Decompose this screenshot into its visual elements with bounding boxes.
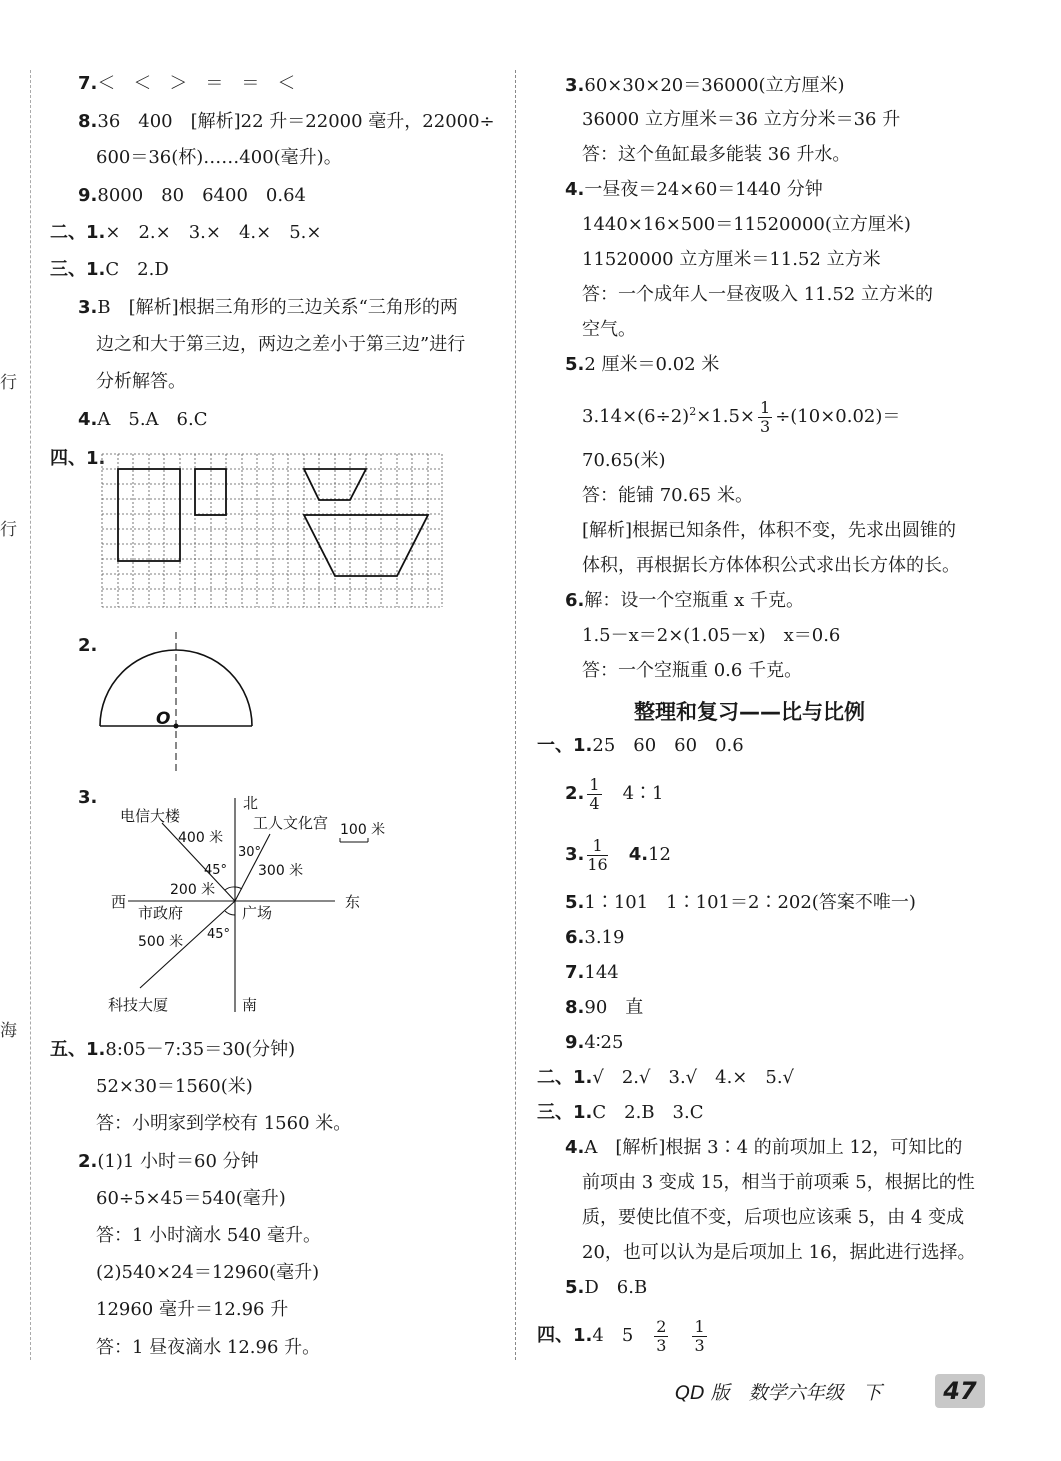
answer-line: [解析]根据已知条件，体积不变，先求出圆锥的 (582, 520, 957, 541)
fraction: $\frac{2}{3}$ (656, 1316, 667, 1355)
cityhall-label: 市政府 (138, 904, 184, 922)
answer-line: 答：能铺 70.65 米。 (582, 485, 753, 506)
fraction: $\frac{1}{3}$ (760, 397, 771, 436)
answer-line: 12960 毫升＝12.96 升 (96, 1299, 289, 1320)
compass-map (100, 790, 400, 1022)
question-number: 四、1. (50, 448, 106, 469)
fraction: $\frac{1}{16}$ (587, 835, 608, 874)
answer-line: 答：1 小时滴水 540 毫升。 (96, 1225, 321, 1246)
tech-label: 科技大厦 (108, 996, 169, 1014)
fraction: $\frac{1}{3}$ (694, 1316, 705, 1355)
page-number: 47 (935, 1374, 985, 1408)
answer-line: 52×30＝1560(米) (96, 1076, 253, 1097)
culture-label: 工人文化宫 (253, 814, 329, 832)
angle-45-sw: 45° (207, 927, 231, 942)
answer-line: 答：一个成年人一昼夜吸入 11.52 立方米的 (582, 284, 933, 305)
answer-line: 5.D 6.B (565, 1277, 648, 1298)
answer-line: 7.＜ ＜ ＞ ＝ ＝ ＜ (78, 73, 296, 94)
answer-line: 答：这个鱼缸最多能装 36 升水。 (582, 144, 851, 165)
edge-char: 行 (0, 520, 17, 540)
question-number: 2. (78, 635, 98, 656)
answer-line: 7.144 (565, 962, 619, 983)
answer-line: 70.65(米) (582, 450, 666, 471)
angle-arc (225, 911, 235, 915)
answer-line: 一、1.25 60 60 0.6 (537, 735, 744, 756)
answer-line: 质，要使比值不变，后项也应该乘 5，由 4 变成 (582, 1207, 965, 1228)
answer-line: 答：一个空瓶重 0.6 千克。 (582, 660, 803, 681)
answer-line: 4.A [解析]根据 3∶4 的前项加上 12，可知比的 (565, 1137, 963, 1158)
answer-line: 1.5－x＝2×(1.05－x) x＝0.6 (582, 625, 841, 646)
fraction: $\frac{1}{4}$ (589, 774, 600, 813)
answer-line: 20，也可以认为是后项加上 16，据此进行选择。 (582, 1242, 976, 1263)
edge-char: 海 (0, 1021, 17, 1041)
answer-line: 5.2 厘米＝0.02 米 (565, 354, 720, 375)
column-divider (515, 70, 516, 1360)
south-label: 南 (242, 996, 258, 1014)
answer-line: 6.解：设一个空瓶重 x 千克。 (565, 590, 804, 611)
distance-400: 400 米 (178, 830, 224, 846)
left-margin-line (30, 70, 31, 1360)
angle-45-nw: 45° (204, 863, 228, 878)
answer-line: 3. $\frac{1}{16}$ 4.12 (565, 835, 672, 874)
scale-label: 100 米 (340, 822, 386, 838)
answer-line: 8.36 400 [解析]22 升＝22000 毫升，22000÷ (78, 111, 495, 132)
answer-line: 3.B [解析]根据三角形的三边关系“三角形的两 (78, 297, 458, 318)
answer-line: 11520000 立方厘米＝11.52 立方米 (582, 249, 881, 270)
answer-line: 600＝36(杯)……400(毫升)。 (96, 147, 342, 168)
answer-line: 4.A 5.A 6.C (78, 409, 208, 430)
answer-line: 8.90 直 (565, 997, 644, 1018)
answer-line: 边之和大于第三边，两边之差小于第三边”进行 (96, 334, 466, 355)
small-rectangle (195, 469, 226, 515)
edition-label: QD 版 数学六年级 下 (675, 1382, 882, 1404)
answer-line: 空气。 (582, 319, 636, 340)
answer-line: 5.1∶101 1∶101＝2∶202(答案不唯一) (565, 892, 916, 913)
distance-200: 200 米 (170, 882, 216, 898)
answer-line: 60÷5×45＝540(毫升) (96, 1188, 286, 1209)
formula-line: $3.14\times(6\div 2)^2\times 1.5\times$ $\frac{1}{3}$ ÷(10×0.02)＝ (582, 397, 901, 436)
answer-line: 三、1.C 2.B 3.C (537, 1102, 704, 1123)
telecom-label: 电信大楼 (120, 807, 181, 825)
edge-char: 行 (0, 373, 17, 393)
angle-arc (235, 887, 242, 889)
answer-line: (2)540×24＝12960(毫升) (96, 1262, 320, 1283)
semicircle-figure (90, 628, 270, 778)
answer-line: 四、1.4 5 $\frac{2}{3}$ $\frac{1}{3}$ (537, 1316, 705, 1355)
distance-500: 500 米 (138, 934, 184, 950)
answer-line: 前项由 3 变成 15，相当于前项乘 5，根据比的性 (582, 1172, 975, 1193)
angle-30: 30° (238, 845, 262, 860)
answer-line: 6.3.19 (565, 927, 625, 948)
answer-line: 2. $\frac{1}{4}$ 4∶1 (565, 774, 664, 813)
answer-line: 4.一昼夜＝24×60＝1440 分钟 (565, 179, 823, 200)
answer-line: 2.(1)1 小时＝60 分钟 (78, 1151, 259, 1172)
answer-line: 三、1.C 2.D (50, 259, 169, 280)
answer-line: 体积，再根据长方体体积公式求出长方体的长。 (582, 555, 960, 576)
answer-line: 二、1.× 2.× 3.× 4.× 5.× (50, 222, 322, 243)
grid-figure (100, 452, 445, 612)
square-label: 广场 (242, 904, 273, 922)
question-number: 3. (78, 787, 98, 808)
answer-line: 3.60×30×20＝36000(立方厘米) (565, 75, 845, 96)
distance-300: 300 米 (258, 863, 304, 879)
section-title: 整理和复习——比与比例 (634, 700, 865, 724)
answer-line: 二、1.√ 2.√ 3.√ 4.× 5.√ (537, 1067, 795, 1088)
angle-arc (225, 887, 235, 890)
grid-lines (102, 454, 442, 607)
answer-line: 五、1.8:05－7:35＝30(分钟) (50, 1039, 296, 1060)
answer-line: 答：小明家到学校有 1560 米。 (96, 1113, 352, 1134)
answer-line: 36000 立方厘米＝36 立方分米＝36 升 (582, 109, 901, 130)
west-label: 西 (111, 893, 127, 911)
answer-line: 9.4∶25 (565, 1032, 624, 1053)
answer-line: 分析解答。 (96, 371, 186, 392)
answer-line: 答：1 昼夜滴水 12.96 升。 (96, 1337, 321, 1358)
east-label: 东 (345, 893, 361, 911)
answer-line: 9.8000 80 6400 0.64 (78, 185, 306, 206)
center-label: O (156, 709, 171, 729)
answer-line: 1440×16×500＝11520000(立方厘米) (582, 214, 911, 235)
center-point (174, 724, 179, 729)
north-label: 北 (243, 794, 259, 812)
